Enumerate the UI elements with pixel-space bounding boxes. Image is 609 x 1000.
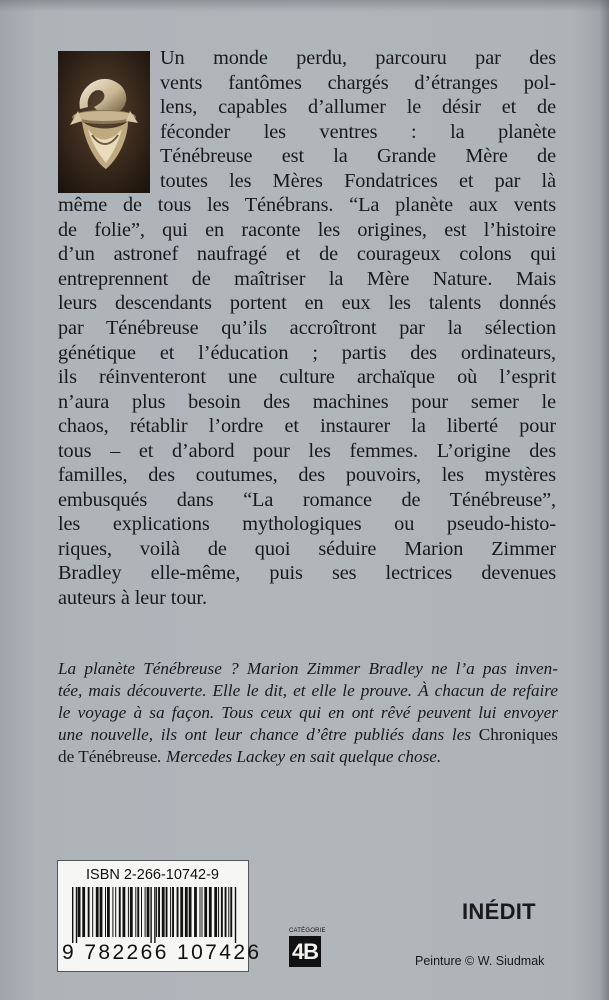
synopsis-line: leurs descendants portent en eux les talents donnés bbox=[58, 292, 556, 315]
series-title-part: de Ténébreuse bbox=[58, 747, 158, 767]
synopsis-line: d’un astronef naufragé et de courageux colons qui bbox=[58, 243, 556, 266]
isbn-number: ISBN 2-266-10742-9 bbox=[86, 867, 219, 883]
category-label: CATÉGORIE bbox=[289, 928, 326, 934]
synopsis-line: même de tous les Ténébrans. “La planète aux vents bbox=[58, 194, 556, 217]
synopsis-line: n’aura plus besoin des machines pour semer le bbox=[58, 390, 556, 413]
synopsis-line: lens, capables d’allumer le désir et de bbox=[160, 96, 556, 119]
synopsis-text bbox=[58, 46, 556, 611]
synopsis-line: tous – et d’abord pour les femmes. L’origine des bbox=[58, 439, 556, 462]
synopsis-line: les explications mythologiques ou pseudo-histo- bbox=[58, 513, 556, 536]
synopsis-line: auteurs à leur tour. bbox=[58, 587, 207, 610]
note-line: tée, mais découverte. Elle le dit, et elle le prouve. À chacun de refaire bbox=[58, 681, 558, 701]
synopsis-line: Ténébreuse est la Grande Mère de bbox=[160, 145, 556, 168]
synopsis-line: génétique et l’éducation ; partis des ordinateurs, bbox=[58, 341, 556, 364]
synopsis-line: Bradley elle-même, puis ses lectrices devenues bbox=[58, 562, 556, 585]
series-title-part: Chroniques bbox=[478, 725, 558, 745]
note-line-italic: . Mercedes Lackey en sait quelque chose. bbox=[157, 747, 442, 767]
synopsis-line: par Ténébreuse qu’ils accroîtront par la sélection bbox=[58, 317, 556, 340]
ean-number: 9 782266 107426 bbox=[62, 941, 262, 964]
synopsis-line: de folie”, qui en raconte les origines, est l’histoire bbox=[58, 218, 556, 241]
note-line: le voyage à sa façon. Tous ceux qui en ont rêvé peuvent lui envoyer bbox=[58, 703, 558, 723]
scan-shadow-top bbox=[0, 0, 609, 12]
synopsis-line: ils réinventeront une culture archaïque où l’esprit bbox=[58, 366, 556, 389]
note-line-italic: une nouvelle, ils ont leur chance d’être publiés dans les bbox=[58, 725, 479, 745]
synopsis-line: familles, des coutumes, des pouvoirs, les mystères bbox=[58, 464, 556, 487]
author-note bbox=[58, 658, 558, 768]
synopsis-line: riques, voilà de quoi séduire Marion Zimmer bbox=[58, 537, 556, 560]
scan-shadow-right bbox=[599, 0, 609, 1000]
synopsis-line: embusqués dans “La romance de Ténébreuse”, bbox=[58, 488, 556, 511]
synopsis-line: chaos, rétablir l’ordre et instaurer la liberté pour bbox=[58, 415, 556, 438]
note-line: La planète Ténébreuse ? Marion Zimmer Bradley ne l’a pas inven- bbox=[58, 659, 558, 678]
inedit-badge: INÉDIT bbox=[462, 899, 536, 924]
synopsis-line: féconder les ventres : la planète bbox=[160, 120, 556, 143]
synopsis-line: entreprennent de maîtriser la Mère Nature. Mais bbox=[58, 267, 556, 290]
illustration-credit: Peinture © W. Siudmak bbox=[415, 954, 545, 968]
note-line bbox=[58, 746, 558, 768]
synopsis-line: vents fantômes chargés d’étranges pol- bbox=[160, 71, 556, 94]
category-badge: 4B bbox=[289, 936, 321, 967]
note-line bbox=[58, 724, 558, 746]
barcode-bars bbox=[68, 887, 238, 943]
synopsis-line: Un monde perdu, parcouru par des bbox=[160, 47, 556, 69]
barcode-label bbox=[57, 860, 262, 972]
synopsis-line: toutes les Mères Fondatrices et par là bbox=[160, 169, 556, 192]
